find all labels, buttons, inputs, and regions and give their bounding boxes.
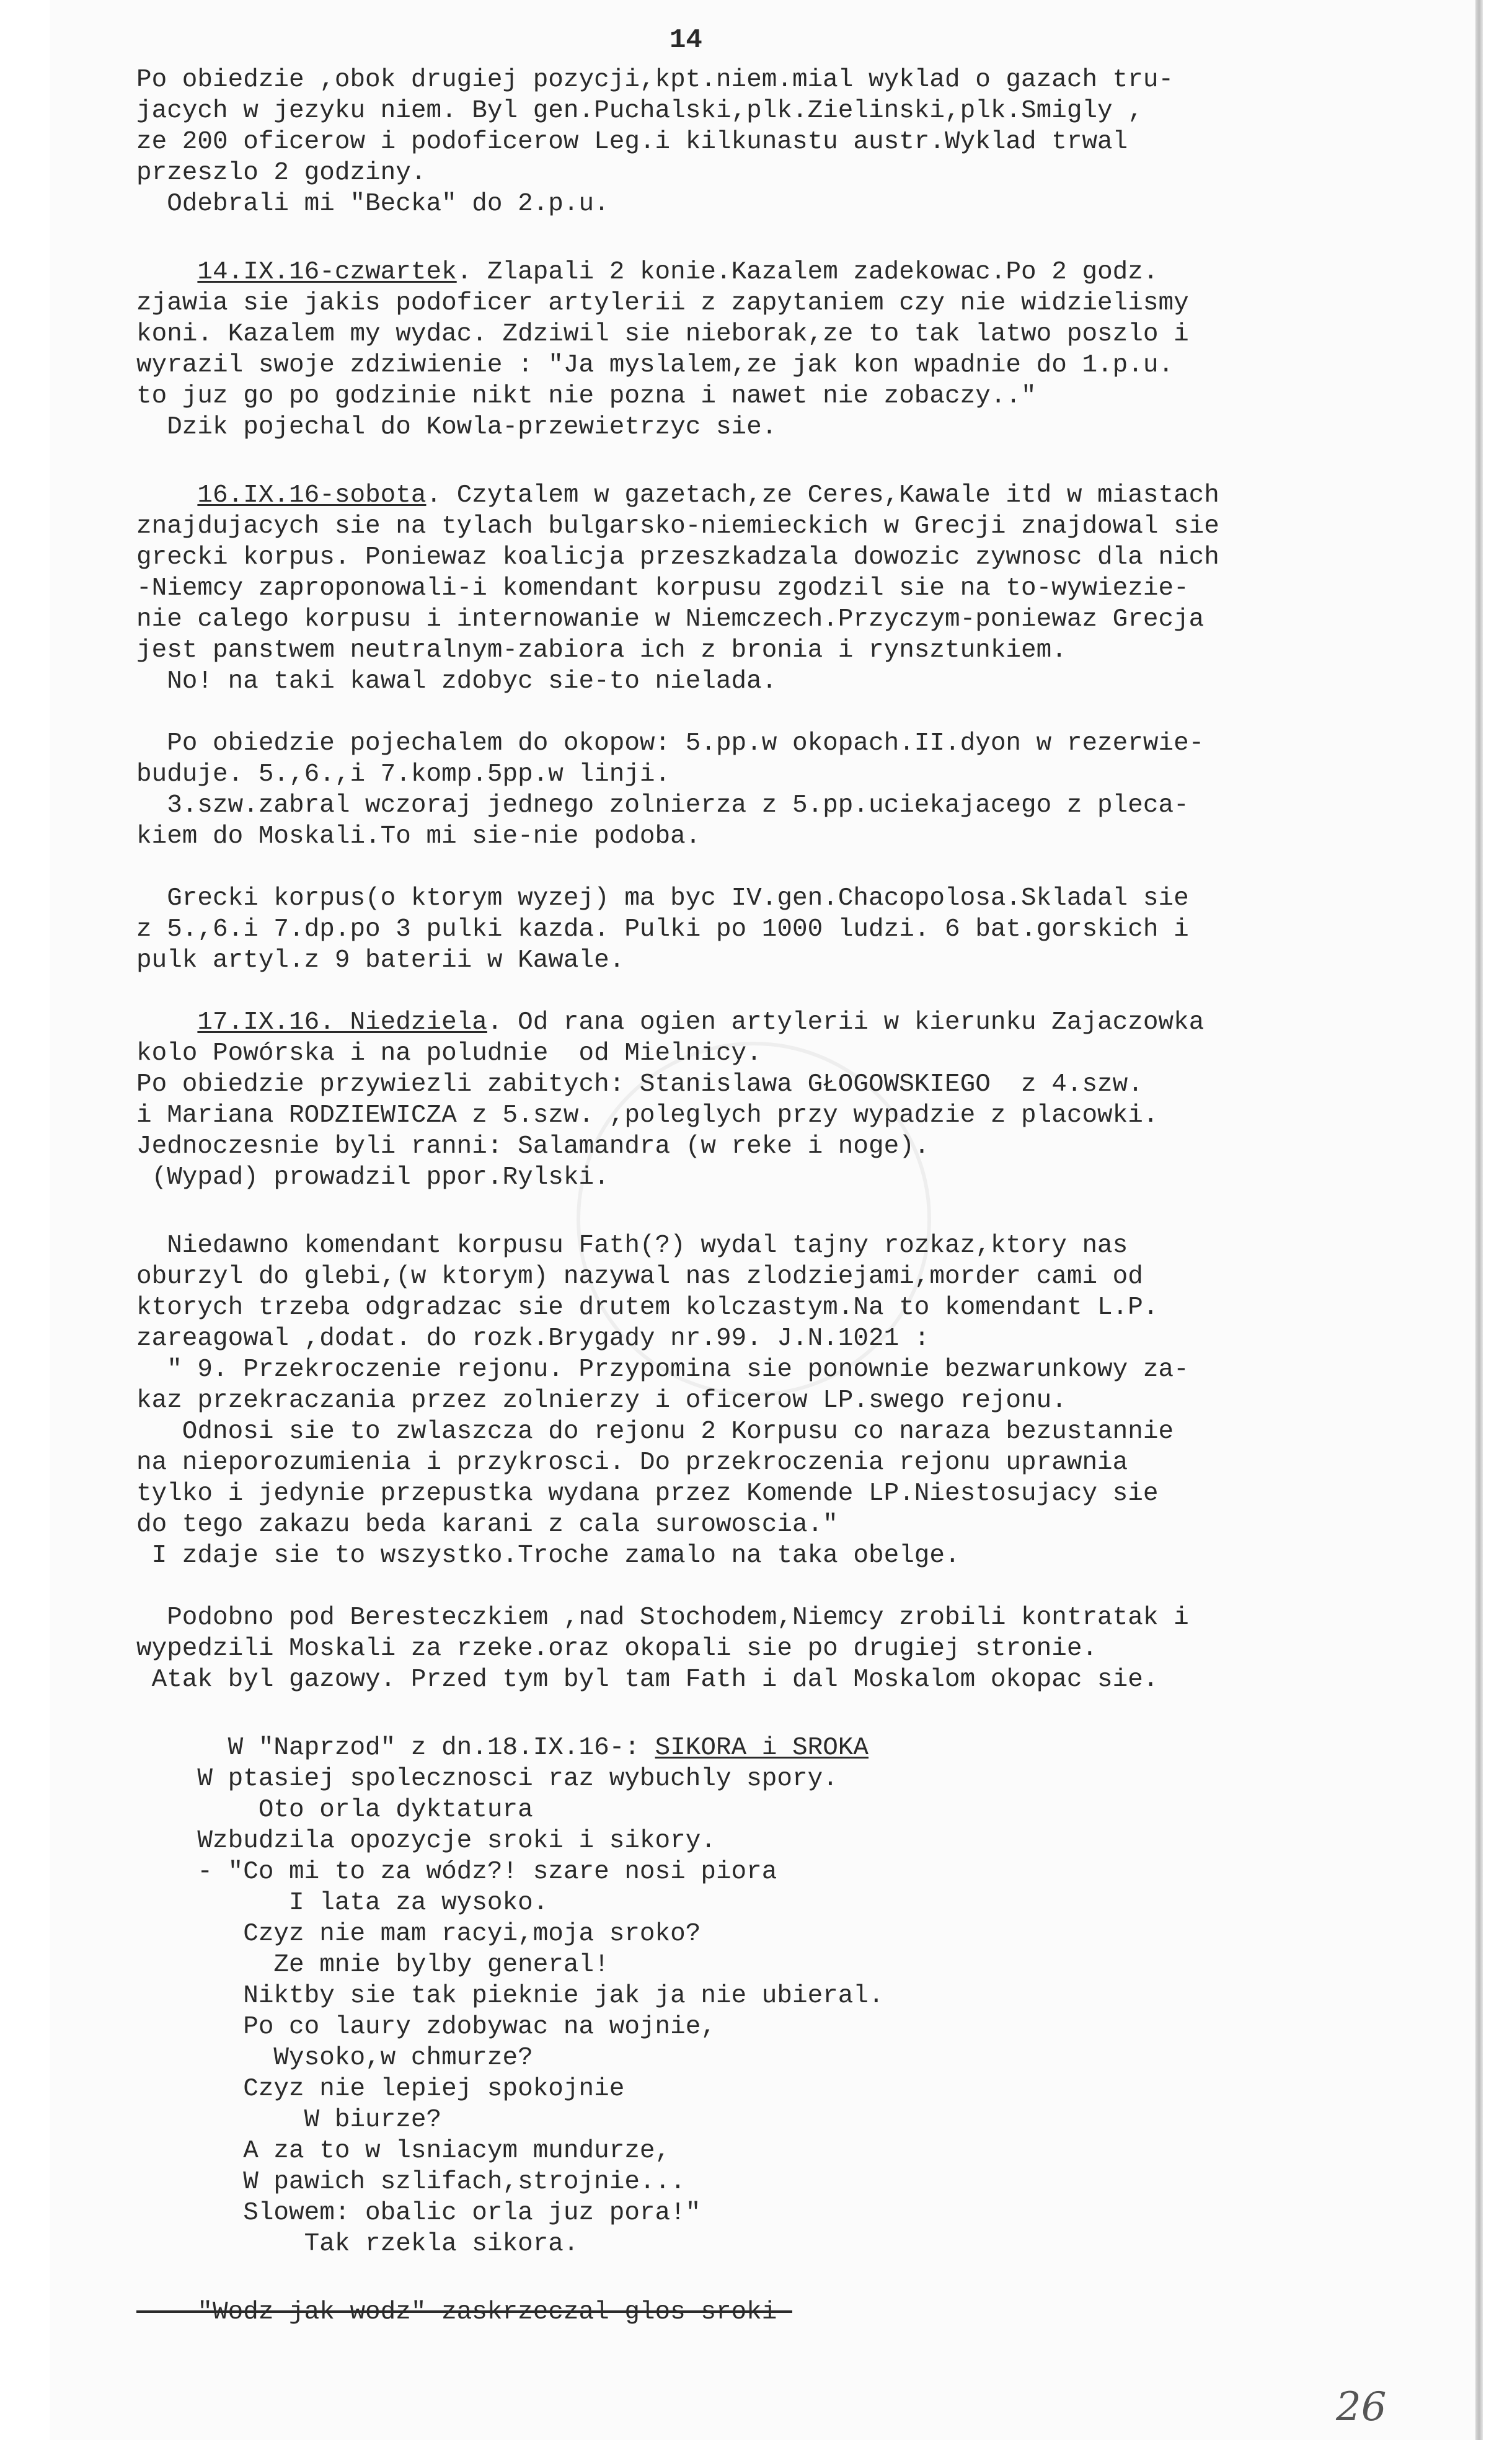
text-line: I zdaje sie to wszystko.Troche zamalo na taka obelge. bbox=[136, 1542, 960, 1570]
poem-line: Niktby sie tak pieknie jak ja nie ubieral. bbox=[136, 1982, 884, 2010]
text-line: do tego zakazu beda karani z cala surowoscia." bbox=[136, 1511, 838, 1539]
paragraph-trenches bbox=[136, 728, 1500, 852]
poem-line: W biurze? bbox=[136, 2106, 442, 2134]
text-line: " 9. Przekroczenie rejonu. Przypomina sie ponownie bezwarunkowy za- bbox=[136, 1355, 1189, 1384]
text-line bbox=[136, 480, 1500, 511]
struck-through-line: -"Wodz jak wodz"-zaskrzeczal glos sroki- bbox=[136, 2298, 792, 2327]
text-line: i Mariana RODZIEWICZA z 5.szw. ,poleglych przy wypadzie z placowki. bbox=[136, 1101, 1159, 1130]
poem-line: Oto orla dyktatura bbox=[136, 1796, 533, 1824]
text-line: 3.szw.zabral wczoraj jednego zolnierza z 5.pp.uciekajacego z pleca- bbox=[136, 791, 1189, 820]
page-number: 14 bbox=[670, 25, 702, 56]
text-line: wypedzili Moskali za rzeke.oraz okopali sie po drugiej stronie. bbox=[136, 1635, 1098, 1663]
poem-line: W pawich szlifach,strojnie... bbox=[136, 2168, 686, 2196]
entry-date: 14.IX.16-czwartek bbox=[197, 258, 457, 286]
text-line: Grecki korpus(o ktorym wyzej) ma byc IV.gen.Chacopolosa.Skladal sie bbox=[136, 884, 1189, 913]
text-line: zjawia sie jakis podoficer artylerii z zapytaniem czy nie widzielismy bbox=[136, 289, 1189, 317]
text-line: -Niemcy zaproponowali-i komendant korpusu zgodzil sie na to-wywiezie- bbox=[136, 574, 1189, 603]
text-line: Niedawno komendant korpusu Fath(?) wydal tajny rozkaz,ktory nas bbox=[136, 1231, 1128, 1260]
poem-line: A za to w lsniacym mundurze, bbox=[136, 2137, 671, 2165]
entry-17-ix bbox=[136, 1007, 1500, 1193]
text-span: . Zlapali 2 konie.Kazalem zadekowac.Po 2 godz. bbox=[456, 258, 1159, 286]
text-line: Jednoczesnie byli ranni: Salamandra (w reke i noge). bbox=[136, 1132, 930, 1161]
poem-line: Tak rzekla sikora. bbox=[136, 2230, 579, 2258]
text-line: buduje. 5.,6.,i 7.komp.5pp.w linji. bbox=[136, 760, 671, 789]
text-line: Dzik pojechal do Kowla-przewietrzyc sie. bbox=[136, 413, 777, 441]
poem-line: Slowem: obalic orla juz pora!" bbox=[136, 2199, 701, 2227]
text-line bbox=[136, 1007, 1500, 1038]
paragraph-secret-order bbox=[136, 1230, 1500, 1571]
entry-14-ix bbox=[136, 257, 1500, 443]
poem-source: W "Naprzod" z dn.18.IX.16-: bbox=[136, 1734, 655, 1762]
text-span: . Czytalem w gazetach,ze Ceres,Kawale itd w miastach bbox=[426, 481, 1219, 510]
entry-date: 16.IX.16-sobota bbox=[197, 481, 427, 510]
text-line: ze 200 oficerow i podoficerow Leg.i kilkunastu austr.Wyklad trwal bbox=[136, 128, 1128, 156]
text-line: to juz go po godzinie nikt nie pozna i nawet nie zobaczy.." bbox=[136, 382, 1037, 410]
text-line: kiem do Moskali.To mi sie-nie podoba. bbox=[136, 822, 701, 851]
text-line: koni. Kazalem my wydac. Zdziwil sie nieborak,ze to tak latwo poszlo i bbox=[136, 320, 1189, 348]
text-line: pulk artyl.z 9 baterii w Kawale. bbox=[136, 946, 625, 975]
handwritten-page-number: 26 bbox=[1336, 2384, 1387, 2430]
text-line: na nieporozumienia i przykrosci. Do przekroczenia rejonu uprawnia bbox=[136, 1448, 1128, 1477]
text-line: Atak byl gazowy. Przed tym byl tam Fath i dal Moskalom okopac sie. bbox=[136, 1666, 1159, 1694]
text-line: Odnosi sie to zwlaszcza do rejonu 2 Korpusu co naraza bezustannie bbox=[136, 1417, 1174, 1446]
text-line: wyrazil swoje zdziwienie : "Ja myslalem,ze jak kon wpadnie do 1.p.u. bbox=[136, 351, 1174, 379]
text-line: jacych w jezyku niem. Byl gen.Puchalski,plk.Zielinski,plk.Smigly , bbox=[136, 97, 1143, 125]
text-line: jest panstwem neutralnym-zabiora ich z bronia i rynsztunkiem. bbox=[136, 636, 1067, 665]
text-line: ktorych trzeba odgradzac sie drutem kolczastym.Na to komendant L.P. bbox=[136, 1293, 1159, 1322]
paragraph-beresteczko bbox=[136, 1602, 1500, 1695]
poem-title: SIKORA i SROKA bbox=[655, 1734, 869, 1762]
paragraph-lecture bbox=[136, 64, 1500, 220]
text-line: przeszlo 2 godziny. bbox=[136, 159, 427, 187]
text-line bbox=[136, 1732, 1500, 1763]
entry-16-ix bbox=[136, 480, 1500, 697]
poem-line: Ze mnie bylby general! bbox=[136, 1951, 609, 1979]
poem-line: W ptasiej spolecznosci raz wybuchly spory. bbox=[136, 1765, 838, 1793]
text-line: Po obiedzie ,obok drugiej pozycji,kpt.niem.mial wyklad o gazach tru- bbox=[136, 66, 1174, 94]
text-line: Po obiedzie pojechalem do okopow: 5.pp.w okopach.II.dyon w rezerwie- bbox=[136, 729, 1205, 758]
text-line: kaz przekraczania przez zolnierzy i oficerow LP.swego rejonu. bbox=[136, 1386, 1067, 1415]
text-line: Odebrali mi "Becka" do 2.p.u. bbox=[136, 190, 609, 218]
entry-date: 17.IX.16. Niedziela bbox=[197, 1008, 487, 1037]
text-line: (Wypad) prowadzil ppor.Rylski. bbox=[136, 1163, 609, 1192]
text-line: zareagowal ,dodat. do rozk.Brygady nr.99. J.N.1021 : bbox=[136, 1324, 930, 1353]
paragraph-greek-corps bbox=[136, 883, 1500, 976]
text-line: grecki korpus. Poniewaz koalicja przeszkadzala dowozic zywnosc dla nich bbox=[136, 543, 1219, 572]
poem-line: Wysoko,w chmurze? bbox=[136, 2044, 533, 2072]
text-line: oburzyl do glebi,(w ktorym) nazywal nas zlodziejami,morder cami od bbox=[136, 1262, 1143, 1291]
poem-line: Po co laury zdobywac na wojnie, bbox=[136, 2013, 716, 2041]
text-line: Podobno pod Beresteczkiem ,nad Stochodem,Niemcy zrobili kontratak i bbox=[136, 1604, 1189, 1632]
poem-line: Czyz nie mam racyi,moja sroko? bbox=[136, 1920, 701, 1948]
typewritten-text bbox=[136, 25, 1500, 2328]
text-line: No! na taki kawal zdobyc sie-to nielada. bbox=[136, 667, 777, 696]
text-line: Po obiedzie przywiezli zabitych: Stanislawa GŁOGOWSKIEGO z 4.szw. bbox=[136, 1070, 1143, 1099]
poem-line: - "Co mi to za wódz?! szare nosi piora bbox=[136, 1858, 777, 1886]
poem-sikora-i-sroka bbox=[136, 1732, 1500, 2260]
poem-line: Wzbudzila opozycje sroki i sikory. bbox=[136, 1827, 716, 1855]
poem-line: I lata za wysoko. bbox=[136, 1889, 549, 1917]
text-line: znajdujacych sie na tylach bulgarsko-niemieckich w Grecji znajdowal sie bbox=[136, 512, 1219, 541]
text-line: tylko i jedynie przepustka wydana przez Komende LP.Niestosujacy sie bbox=[136, 1480, 1159, 1508]
text-line bbox=[136, 257, 1500, 288]
text-line: z 5.,6.i 7.dp.po 3 pulki kazda. Pulki po 1000 ludzi. 6 bat.gorskich i bbox=[136, 915, 1189, 944]
text-line: nie calego korpusu i internowanie w Niemczech.Przyczym-poniewaz Grecja bbox=[136, 605, 1205, 634]
text-span: . Od rana ogien artylerii w kierunku Zajaczowka bbox=[487, 1008, 1205, 1037]
text-line: kolo Powórska i na poludnie od Mielnicy. bbox=[136, 1039, 762, 1068]
poem-line: Czyz nie lepiej spokojnie bbox=[136, 2075, 625, 2103]
